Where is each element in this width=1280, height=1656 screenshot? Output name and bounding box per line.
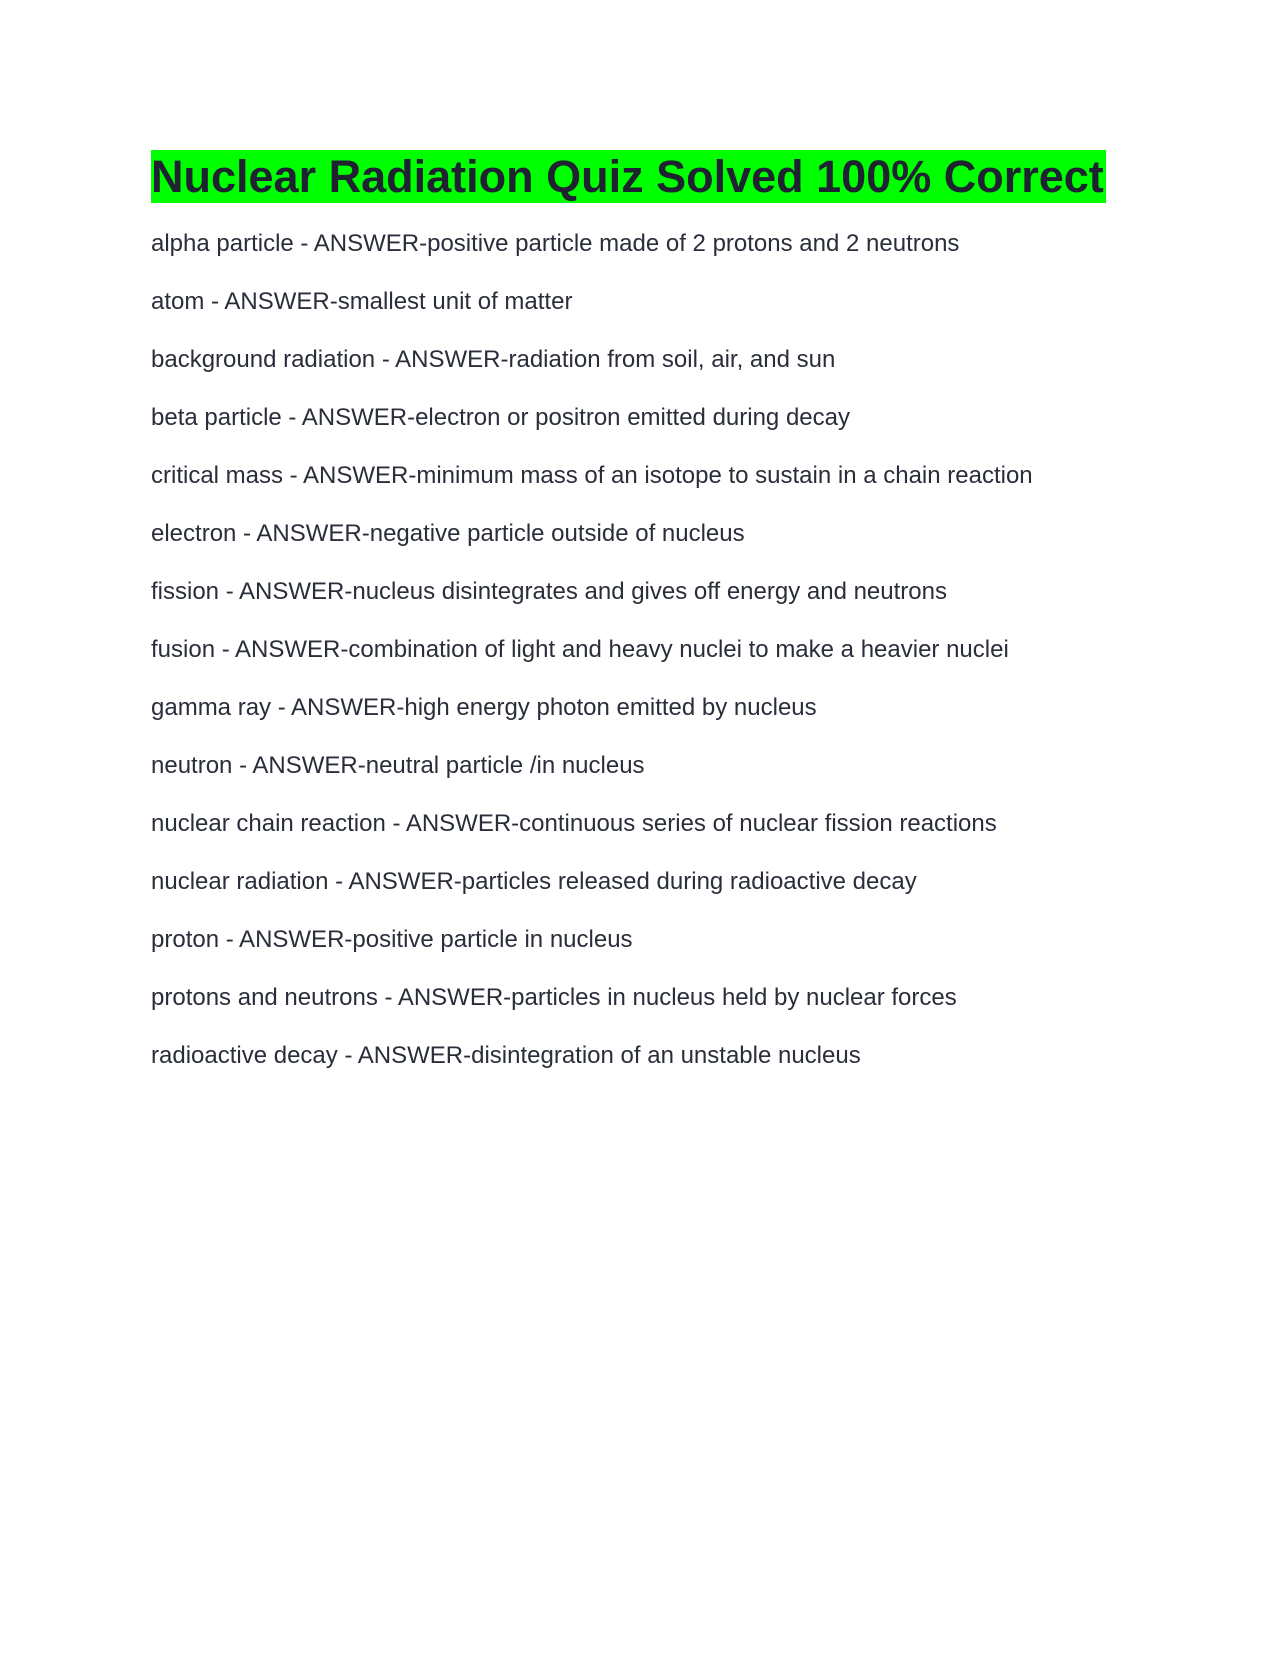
document-content [151,150,1151,1085]
term-entry-fusion: fusion - ANSWER-combination of light and heavy nuclei to make a heavier nuclei [151,636,1009,663]
term-entry-nuclear-chain-reaction: nuclear chain reaction - ANSWER-continuous series of nuclear fission reactions [151,810,997,837]
term-entry-neutron: neutron - ANSWER-neutral particle /in nucleus [151,752,645,779]
term-entry-electron: electron - ANSWER-negative particle outside of nucleus [151,520,745,547]
term-entry-proton: proton - ANSWER-positive particle in nucleus [151,926,633,953]
term-entry-critical-mass: critical mass - ANSWER-minimum mass of an isotope to sustain in a chain reaction [151,462,1033,489]
term-entry-alpha-particle: alpha particle - ANSWER-positive particle made of 2 protons and 2 neutrons [151,230,960,257]
term-entry-nuclear-radiation: nuclear radiation - ANSWER-particles released during radioactive decay [151,868,917,895]
term-entry-gamma-ray: gamma ray - ANSWER-high energy photon emitted by nucleus [151,694,817,721]
term-entry-fission: fission - ANSWER-nucleus disintegrates and gives off energy and neutrons [151,578,947,605]
term-entry-beta-particle: beta particle - ANSWER-electron or positron emitted during decay [151,404,850,431]
document-title: Nuclear Radiation Quiz Solved 100% Correct [151,151,1104,202]
term-entry-radioactive-decay: radioactive decay - ANSWER-disintegration of an unstable nucleus [151,1042,861,1069]
term-entry-protons-and-neutrons: protons and neutrons - ANSWER-particles in nucleus held by nuclear forces [151,984,957,1011]
term-entry-atom: atom - ANSWER-smallest unit of matter [151,288,573,315]
term-list [151,215,1151,1085]
term-entry-background-radiation: background radiation - ANSWER-radiation from soil, air, and sun [151,346,836,373]
